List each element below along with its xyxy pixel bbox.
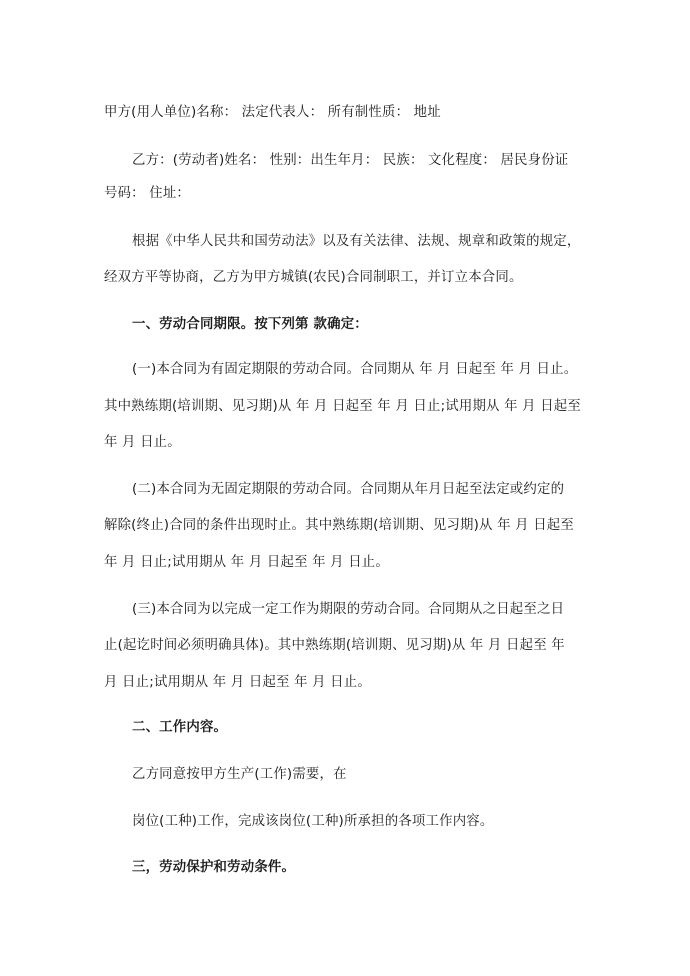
clause-1-2-line-2: 解除(终止)合同的条件出现时止。其中熟练期(培训期、见习期)从 年 月 日起至 xyxy=(104,518,574,533)
clause-1-3-line-2: 止(起讫时间必须明确具体)。其中熟练期(培训期、见习期)从 年 月 日起至 年 xyxy=(104,638,565,653)
work-content-line-1: 乙方同意按甲方生产(工作)需要，在 xyxy=(132,767,347,782)
section-2-heading: 二、工作内容。 xyxy=(132,720,228,735)
preamble-line-2: 经双方平等协商，乙方为甲方城镇(农民)合同制职工，并订立本合同。 xyxy=(104,270,523,285)
section-1-heading: 一、劳动合同期限。按下列第 款确定： xyxy=(132,317,368,332)
clause-1-2-line-3: 年 月 日止;试用期从 年 月 日起至 年 月 日止。 xyxy=(104,555,389,570)
work-content-line-2: 岗位(工种)工作，完成该岗位(工种)所承担的各项工作内容。 xyxy=(132,814,494,829)
clause-1-1-line-2: 其中熟练期(培训期、见习期)从 年 月 日起至 年 月 日止;试用期从 年 月 日起至 xyxy=(104,399,581,414)
preamble-line-1: 根据《中华人民共和国劳动法》以及有关法律、法规、规章和政策的规定， xyxy=(132,234,581,249)
section-3-heading: 三，劳动保护和劳动条件。 xyxy=(132,860,296,875)
party-b-info-line-cont: 号码： 住址： xyxy=(104,186,190,201)
party-a-info-line: 甲方(用人单位)名称： 法定代表人： 所有制性质： 地址 xyxy=(104,105,441,120)
party-b-info-line: 乙方：(劳动者)姓名： 性别：出生年月： 民族： 文化程度： 居民身份证 xyxy=(132,153,569,168)
clause-1-3-line-1: (三)本合同为以完成一定工作为期限的劳动合同。合同期从之日起至之日 xyxy=(132,602,565,617)
clause-1-3-line-3: 月 日止;试用期从 年 月 日起至 年 月 日止。 xyxy=(104,675,371,690)
clause-1-1-line-1: (一)本合同为有固定期限的劳动合同。合同期从 年 月 日起至 年 月 日止。 xyxy=(132,362,578,377)
clause-1-2-line-1: (二)本合同为无固定期限的劳动合同。合同期从年月日起至法定或约定的 xyxy=(132,482,565,497)
clause-1-1-line-3: 年 月 日止。 xyxy=(104,435,181,450)
